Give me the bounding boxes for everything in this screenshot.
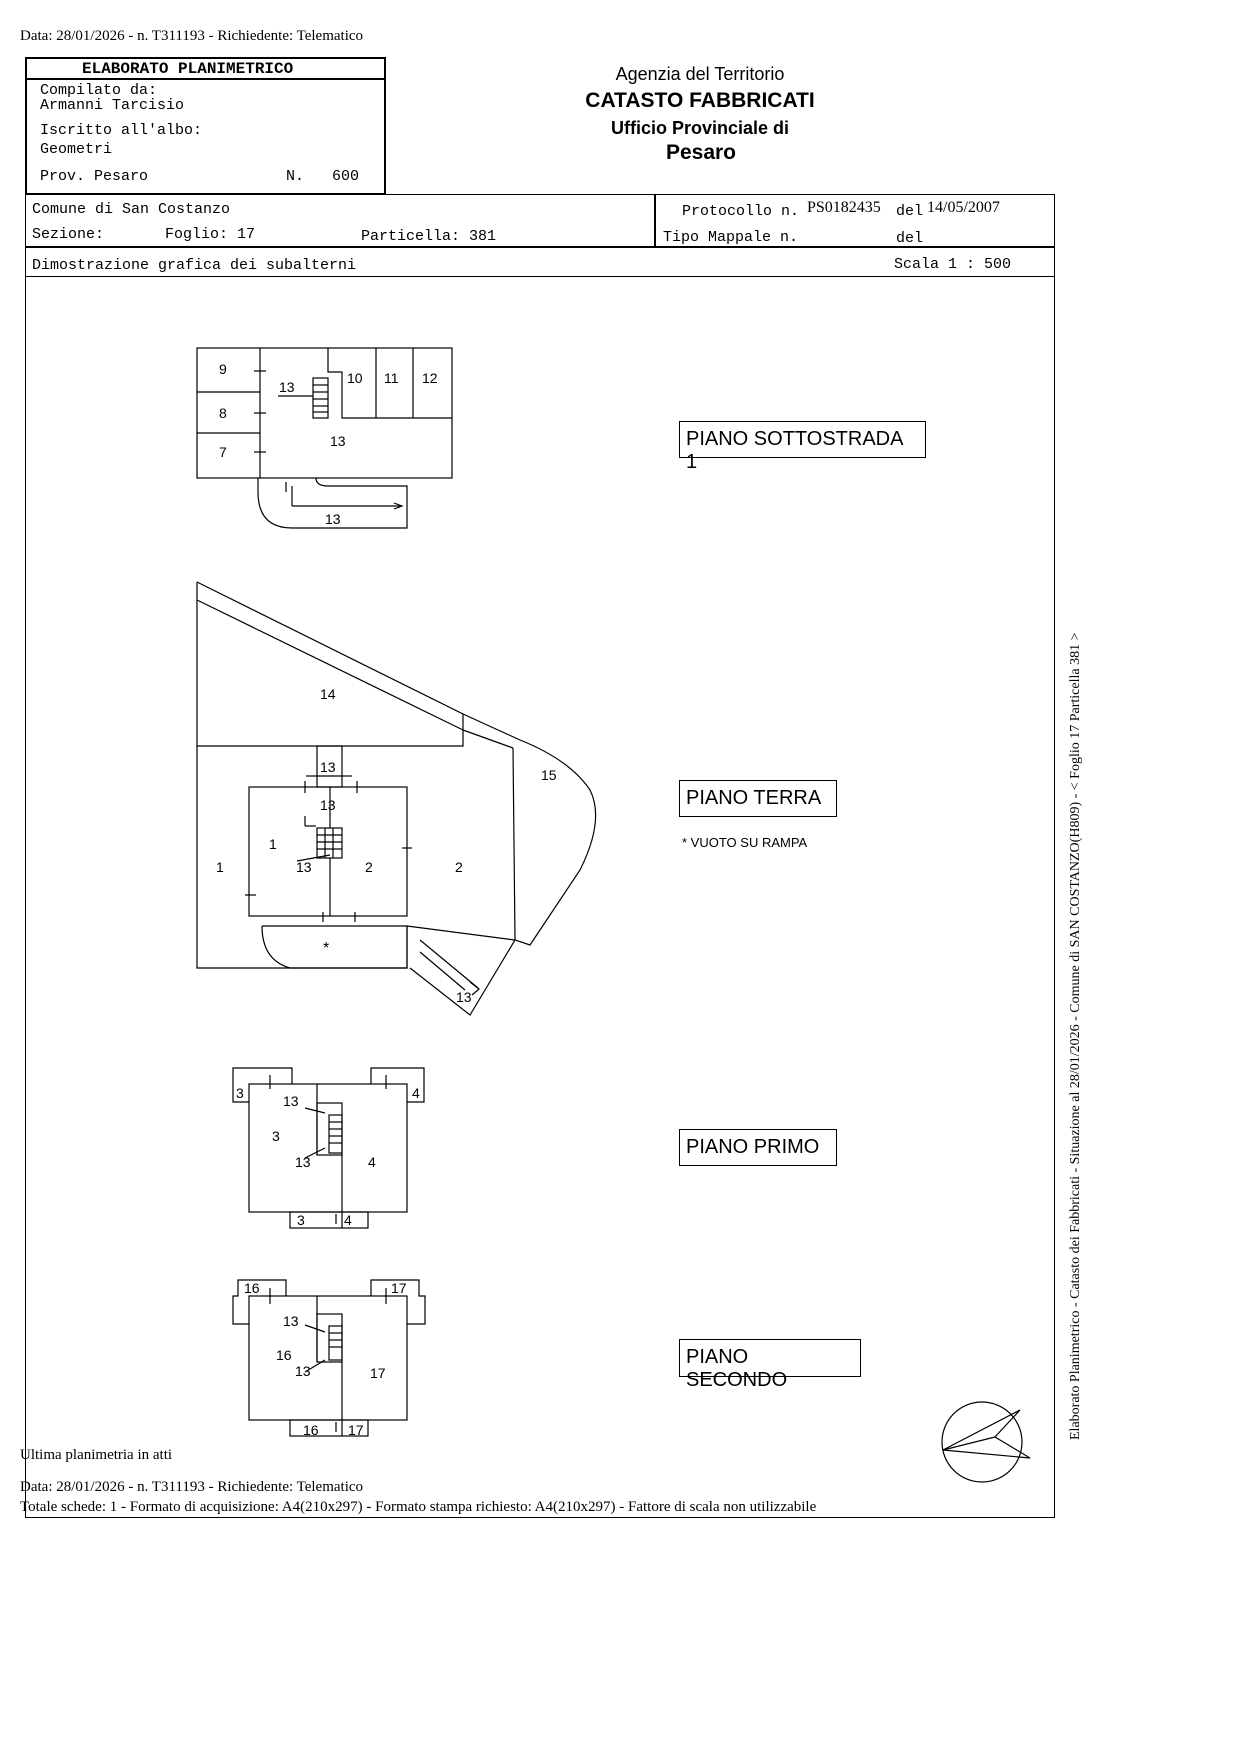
agency-line3: Ufficio Provinciale di bbox=[610, 118, 790, 138]
title: ELABORATO PLANIMETRICO bbox=[82, 60, 294, 78]
compilato-label: Compilato da: bbox=[40, 82, 158, 99]
balcony-16: 16 bbox=[244, 1280, 260, 1296]
plan-secondo bbox=[233, 1280, 425, 1436]
agency-line2: CATASTO FABBRICATI bbox=[585, 89, 815, 112]
agency-line1: Agenzia del Territorio bbox=[615, 64, 785, 84]
protocollo-label: Protocollo n. bbox=[682, 203, 800, 220]
iscritto-value: Geometri bbox=[40, 141, 113, 158]
compilato-value: Armanni Tarcisio bbox=[40, 97, 185, 114]
plan-numbers-primo bbox=[236, 1085, 420, 1228]
room-13-stair-top: 13 bbox=[283, 1093, 299, 1109]
del1-value: 14/05/2007 bbox=[927, 199, 1000, 216]
side-text: Elaborato Planimetrico - Catasto dei Fabbricati - Situazione al 28/01/2026 - Comune di SAN COSTANZO(H809) - < Foglio 17 Particella 381 > bbox=[1068, 632, 1083, 1440]
dimostrazione: Dimostrazione grafica dei subalterni bbox=[32, 257, 357, 274]
balcony-17: 17 bbox=[391, 1280, 407, 1296]
balcony-3-bottom: 3 bbox=[297, 1212, 305, 1228]
room-8: 8 bbox=[219, 405, 227, 421]
area-15: 15 bbox=[541, 767, 557, 783]
room-7: 7 bbox=[219, 444, 227, 460]
room-4: 4 bbox=[368, 1154, 376, 1170]
particella: Particella: 381 bbox=[361, 228, 497, 245]
scala: Scala 1 : 500 bbox=[894, 256, 1012, 273]
prov: Prov. Pesaro bbox=[40, 168, 149, 185]
room-9: 9 bbox=[219, 361, 227, 377]
room-12: 12 bbox=[422, 370, 438, 386]
north-arrow-icon bbox=[942, 1402, 1030, 1482]
room-17: 17 bbox=[370, 1365, 386, 1381]
del2-label: del bbox=[896, 230, 924, 247]
room-13-ramp: 13 bbox=[325, 511, 341, 527]
balcony-4-bottom: 4 bbox=[344, 1212, 352, 1228]
protocollo-value: PS0182435 bbox=[807, 199, 881, 216]
vuoto-asterisk: * bbox=[323, 940, 330, 957]
footer-totale-line: Totale schede: 1 - Formato di acquisizione: A4(210x297) - Formato stampa richiesto: A4(210x297) - Fattore di scala non utilizzabile bbox=[20, 1499, 817, 1515]
tipo-mappale: Tipo Mappale n. bbox=[663, 229, 799, 246]
room-1-inner: 1 bbox=[269, 836, 277, 852]
sezione: Sezione: bbox=[32, 226, 105, 243]
n-label: N. bbox=[286, 168, 305, 185]
label-piano-primo: PIANO PRIMO bbox=[679, 1129, 837, 1166]
area-14: 14 bbox=[320, 686, 336, 702]
label-piano-secondo: PIANO SECONDO bbox=[679, 1339, 861, 1377]
balcony-17-bottom: 17 bbox=[348, 1422, 364, 1438]
room-10: 10 bbox=[347, 370, 363, 386]
room-2-inner: 2 bbox=[365, 859, 373, 875]
header-line: Data: 28/01/2026 - n. T311193 - Richiedente: Telematico bbox=[20, 28, 364, 44]
label-piano-sottostrada: PIANO SOTTOSTRADA 1 bbox=[679, 421, 926, 458]
balcony-3: 3 bbox=[236, 1085, 244, 1101]
room-13-ramp: 13 bbox=[456, 989, 472, 1005]
comune: Comune di San Costanzo bbox=[32, 201, 231, 218]
balcony-4: 4 bbox=[412, 1085, 420, 1101]
plan-numbers-secondo bbox=[244, 1280, 407, 1438]
del1-label: del bbox=[896, 203, 924, 220]
iscritto-label: Iscritto all'albo: bbox=[40, 122, 203, 139]
agency-line4: Pesaro bbox=[665, 141, 737, 164]
room-11: 11 bbox=[384, 370, 399, 386]
room-13-stair-top: 13 bbox=[283, 1313, 299, 1329]
room-13-entry: 13 bbox=[320, 759, 336, 775]
area-1-outer: 1 bbox=[216, 859, 224, 875]
room-13-stair-bottom: 13 bbox=[295, 1154, 311, 1170]
room-13-stair: 13 bbox=[279, 379, 295, 395]
plan-sottostrada bbox=[197, 348, 452, 528]
vuoto-note: * VUOTO SU RAMPA bbox=[682, 835, 808, 850]
label-piano-terra: PIANO TERRA bbox=[679, 780, 837, 817]
ultima-planimetria: Ultima planimetria in atti bbox=[20, 1447, 173, 1463]
balcony-16-bottom: 16 bbox=[303, 1422, 319, 1438]
n-value: 600 bbox=[332, 168, 360, 185]
foglio: Foglio: 17 bbox=[165, 226, 256, 243]
room-16: 16 bbox=[276, 1347, 292, 1363]
plan-primo bbox=[233, 1068, 424, 1228]
plan-terra bbox=[197, 582, 596, 1015]
footer-data-line: Data: 28/01/2026 - n. T311193 - Richiedente: Telematico bbox=[20, 1479, 364, 1495]
room-13-hall: 13 bbox=[320, 797, 336, 813]
room-13-corridor: 13 bbox=[330, 433, 346, 449]
room-3: 3 bbox=[272, 1128, 280, 1144]
room-13-stair-bottom: 13 bbox=[295, 1363, 311, 1379]
room-13-stair: 13 bbox=[296, 859, 312, 875]
area-2-outer: 2 bbox=[455, 859, 463, 875]
